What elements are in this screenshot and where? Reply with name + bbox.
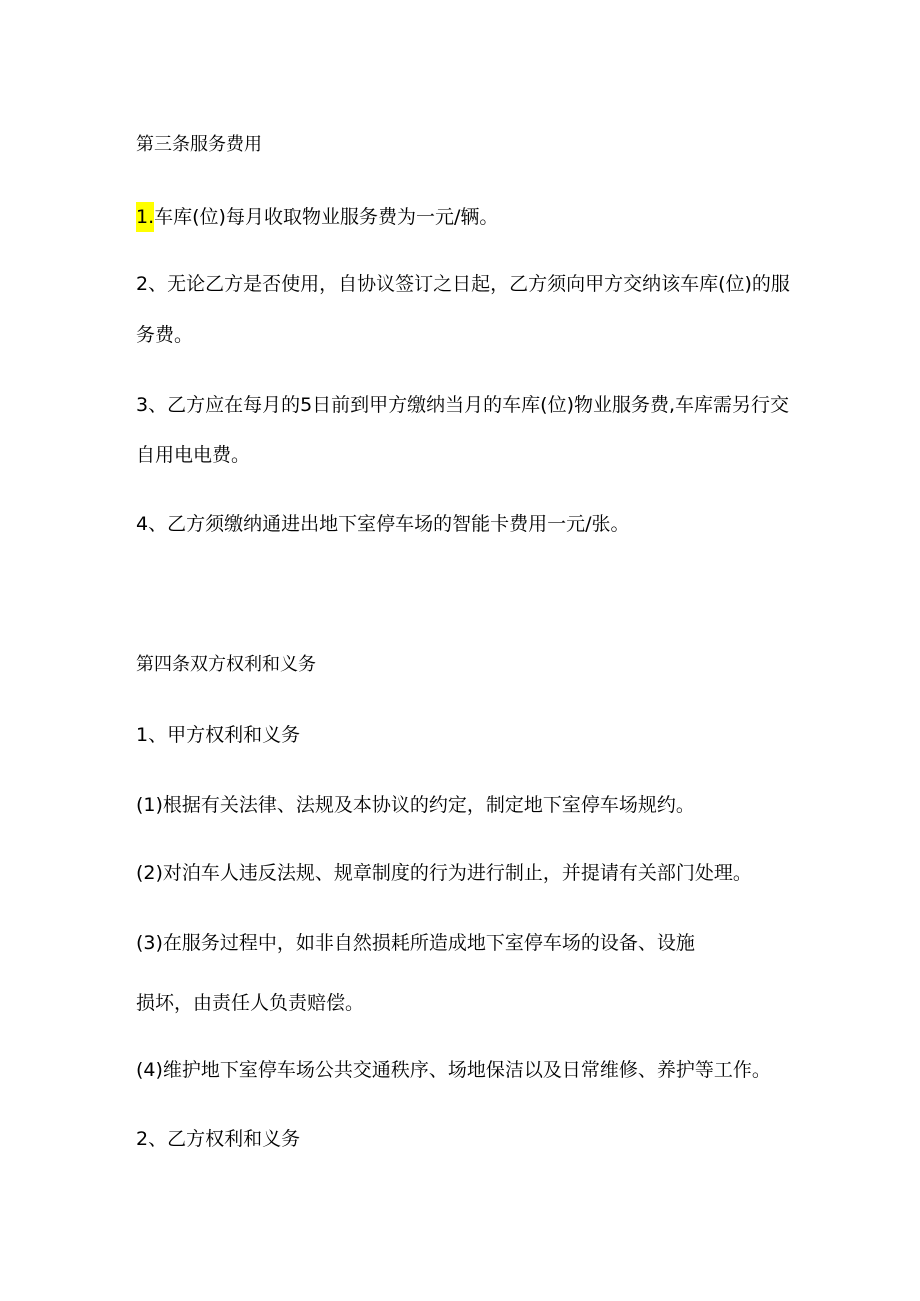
section4-p1: (1)根据有关法律、法规及本协议的约定，制定地下室停车场规约。 xyxy=(136,794,695,816)
section3-item2-line2: 务费。 xyxy=(136,324,194,346)
section3-heading: 第三条服务费用 xyxy=(136,134,262,155)
section4-sub1: 1、甲方权利和义务 xyxy=(136,724,301,746)
section3-item3-line1: 3、乙方应在每月的5日前到甲方缴纳当月的车库(位)物业服务费,车库需另行交 xyxy=(136,394,790,416)
section4-p3-line1: (3)在服务过程中，如非自然损耗所造成地下室停车场的设备、设施 xyxy=(136,932,695,954)
item1-number-highlight: 1. xyxy=(136,202,154,232)
section4-heading: 第四条双方权利和义务 xyxy=(136,654,316,675)
section4-p3-line2: 损坏，由责任人负责赔偿。 xyxy=(136,992,365,1014)
section3-item4: 4、乙方须缴纳通进出地下室停车场的智能卡费用一元/张。 xyxy=(136,513,630,535)
section4-sub2: 2、乙方权利和义务 xyxy=(136,1128,301,1150)
item1-text: 车库(位)每月收取物业服务费为一元/辆。 xyxy=(154,206,499,228)
section3-item2-line1: 2、无论乙方是否使用，自协议签订之日起，乙方须向甲方交纳该车库(位)的服 xyxy=(136,273,790,295)
section3-item1 xyxy=(136,202,498,232)
section3-item3-line2: 自用电电费。 xyxy=(136,444,251,466)
section4-p2: (2)对泊车人违反法规、规章制度的行为进行制止，并提请有关部门处理。 xyxy=(136,862,752,884)
section4-p4: (4)维护地下室停车场公共交通秩序、场地保洁以及日常维修、养护等工作。 xyxy=(136,1059,771,1081)
